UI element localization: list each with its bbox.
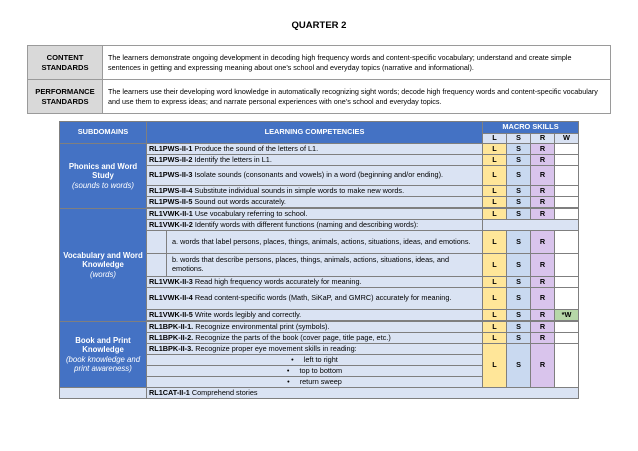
skill-r: R: [531, 231, 555, 254]
competency-text: Recognize proper eye movement skills in reading:: [195, 343, 357, 353]
table-row: [60, 209, 579, 220]
skill-s: S: [507, 322, 531, 333]
table-row: [60, 322, 579, 333]
performance-standards-row: [28, 80, 611, 114]
competency-cell: [147, 277, 483, 288]
skill-s: S: [507, 310, 531, 321]
skill-r: R: [531, 310, 555, 321]
subdomain-vocabulary: [60, 209, 147, 322]
competency-code: RL1PWS-II-2: [149, 154, 193, 164]
header-macro-skills: MACRO SKILLS: [483, 122, 579, 134]
competency-cell: [147, 220, 483, 231]
skill-w: [555, 288, 579, 310]
skill-w: [555, 144, 579, 155]
skill-l: L: [483, 322, 507, 333]
competency-code: RL1CAT-II-1: [149, 387, 190, 397]
competency-text: Write words legibly and correctly.: [194, 309, 302, 319]
quarter-title: QUARTER 2: [291, 20, 347, 31]
skill-l: L: [483, 209, 507, 220]
skill-w: [555, 155, 579, 166]
subdomain-name: Book and Print Knowledge: [75, 335, 131, 354]
standards-table: [27, 45, 611, 114]
header-skill-l: L: [483, 134, 507, 144]
skill-r: R: [531, 186, 555, 197]
skill-l: L: [483, 231, 507, 254]
skill-r: R: [531, 197, 555, 208]
subdomain-book-print: [60, 322, 147, 388]
competency-code: RL1BPK-II-2.: [149, 332, 194, 342]
competency-cell: [147, 310, 483, 321]
skill-w: [555, 186, 579, 197]
skill-l: L: [483, 277, 507, 288]
skill-s: S: [507, 186, 531, 197]
skill-w: [555, 333, 579, 344]
competencies-table: [59, 121, 579, 399]
skill-l: L: [483, 333, 507, 344]
skill-l: L: [483, 310, 507, 321]
subdomain-name: Phonics and Word Study: [68, 161, 138, 181]
skill-r: R: [531, 254, 555, 277]
skill-s: S: [507, 333, 531, 344]
skill-r: R: [531, 209, 555, 220]
competency-cell: [147, 333, 483, 344]
competency-text: Substitute individual sounds in simple words to make new words.: [194, 185, 405, 195]
skill-s: S: [507, 344, 531, 388]
skill-s: S: [507, 288, 531, 310]
header-skill-s: S: [507, 134, 531, 144]
skill-s: S: [507, 254, 531, 277]
competency-cell: [147, 166, 483, 186]
competency-code: RL1VWK-II-2: [149, 219, 193, 229]
skill-s: S: [507, 231, 531, 254]
skill-r: R: [531, 344, 555, 388]
competency-code: RL1PWS-II-5: [149, 196, 193, 206]
competency-cell: [147, 322, 483, 333]
competency-cell: [147, 186, 483, 197]
competency-cell: a. words that label persons, places, things, animals, actions, situations, ideas, and emotions.: [167, 231, 483, 254]
competency-text: Isolate sounds (consonants and vowels) in a word (beginning and/or ending).: [194, 170, 444, 180]
skill-w: [555, 166, 579, 186]
competency-cell: [147, 155, 483, 166]
subdomain-sub: (sounds to words): [72, 180, 134, 190]
skill-r: R: [531, 155, 555, 166]
skill-s: S: [507, 166, 531, 186]
skill-s: S: [507, 155, 531, 166]
competency-text: Comprehend stories: [191, 387, 258, 397]
header-skill-r: R: [531, 134, 555, 144]
competency-code: RL1VWK-II-1: [149, 208, 193, 218]
table-row: [60, 388, 579, 399]
competency-text: Identify words with different functions (naming and describing words):: [194, 219, 419, 229]
header-competencies: LEARNING COMPETENCIES: [147, 122, 483, 144]
competency-code: RL1VWK-II-4: [149, 293, 193, 303]
skill-s: S: [507, 197, 531, 208]
competency-code: RL1VWK-II-5: [149, 309, 193, 319]
subdomain-name: Vocabulary and Word Knowledge: [63, 250, 143, 270]
skill-l: L: [483, 344, 507, 388]
skill-l: L: [483, 186, 507, 197]
subdomain-phonics: [60, 144, 147, 209]
competency-text: Produce the sound of the letters of L1.: [194, 143, 319, 153]
competency-text: Recognize environmental print (symbols).: [195, 321, 330, 331]
skills-empty: [483, 220, 579, 231]
competency-cell: [147, 288, 483, 310]
indent-cell: [147, 254, 167, 277]
competency-code: RL1BPK-II-3.: [149, 343, 194, 353]
subdomain-empty: [60, 388, 147, 399]
content-standards-label: CONTENT STANDARDS: [28, 46, 103, 80]
list-item: • left to right: [147, 355, 483, 366]
subdomain-sub: (book knowledge and print awareness): [65, 354, 141, 373]
skill-l: L: [483, 288, 507, 310]
competency-cell: [147, 388, 579, 399]
skill-l: L: [483, 144, 507, 155]
skill-w: [555, 197, 579, 208]
table-row: [60, 144, 579, 155]
skill-w: [555, 231, 579, 254]
skill-s: S: [507, 277, 531, 288]
skill-w: [555, 209, 579, 220]
competency-code: RL1VWK-II-3: [149, 276, 193, 286]
skill-w: [555, 277, 579, 288]
competency-text: Use vocabulary referring to school.: [194, 208, 308, 218]
skill-r: R: [531, 277, 555, 288]
skill-r: R: [531, 322, 555, 333]
competency-text: Sound out words accurately.: [194, 196, 286, 206]
list-item: • top to bottom: [147, 366, 483, 377]
competency-code: RL1PWS-II-4: [149, 185, 193, 195]
indent-cell: [147, 231, 167, 254]
skill-w: [555, 254, 579, 277]
competency-text: Read content-specific words (Math, SiKaP, and GMRC) accurately for meaning.: [194, 293, 452, 303]
header-subdomains: SUBDOMAINS: [60, 122, 147, 144]
content-standards-text: The learners demonstrate ongoing development in decoding high frequency words and content-specific vocabulary; understand and create simple sentences in getting and expressing meaning about one’s school and everyday topics (narrative and informational).: [103, 46, 611, 80]
competency-code: RL1PWS-II-3: [149, 170, 193, 180]
competency-cell: [147, 344, 483, 355]
skill-w: *W: [555, 310, 579, 321]
header-skill-w: W: [555, 134, 579, 144]
subdomain-sub: (words): [90, 269, 116, 279]
skill-l: L: [483, 197, 507, 208]
skill-r: R: [531, 166, 555, 186]
performance-standards-label: PERFORMANCE STANDARDS: [28, 80, 103, 114]
skill-r: R: [531, 288, 555, 310]
skill-r: R: [531, 333, 555, 344]
competency-text: Identify the letters in L1.: [194, 154, 272, 164]
competency-cell: [147, 197, 483, 208]
skill-l: L: [483, 166, 507, 186]
skill-s: S: [507, 144, 531, 155]
competency-cell: [147, 209, 483, 220]
skill-w: [555, 344, 579, 388]
competency-text: Read high frequency words accurately for meaning.: [194, 276, 362, 286]
competency-code: RL1PWS-II-1: [149, 143, 193, 153]
skill-s: S: [507, 209, 531, 220]
competency-code: RL1BPK-II-1.: [149, 321, 194, 331]
performance-standards-text: The learners use their developing word knowledge in automatically recognizing sight words; decode high frequency words and content-specific vocabulary and use them to express ideas; and narrate personal experiences with one’s school and everyday topics.: [103, 80, 611, 114]
competency-cell: [147, 144, 483, 155]
skill-r: R: [531, 144, 555, 155]
content-standards-row: [28, 46, 611, 80]
skill-l: L: [483, 155, 507, 166]
competency-cell: b. words that describe persons, places, things, animals, actions, situations, ideas, and emotions.: [167, 254, 483, 277]
skill-w: [555, 322, 579, 333]
skill-l: L: [483, 254, 507, 277]
competency-text: Recognize the parts of the book (cover page, title page, etc.): [195, 332, 391, 342]
list-item: • return sweep: [147, 377, 483, 388]
